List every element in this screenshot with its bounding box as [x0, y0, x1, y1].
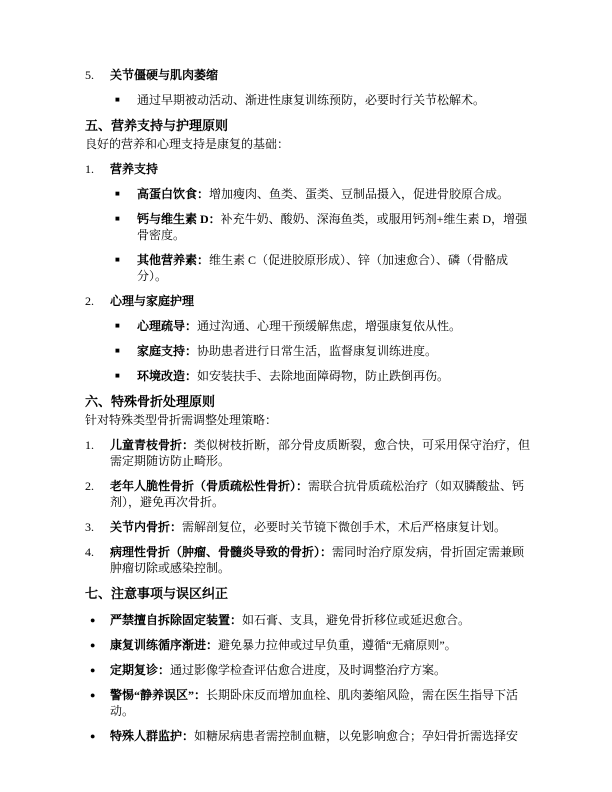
sub-item-body: 如安装扶手、去除地面障碍物，防止跌倒再伤。 — [197, 369, 450, 383]
list-item — [85, 728, 532, 744]
list-item-body: 需联合抗骨质疏松治疗（如双膦酸盐、钙剂），避免再次骨折。 — [110, 479, 525, 509]
section-heading: 六、特殊骨折处理原则 — [85, 394, 216, 409]
list-item-body: 需解剖复位，必要时关节镜下微创手术，术后严格康复计划。 — [182, 520, 507, 534]
sub-item-text — [137, 252, 532, 284]
list-item-label: 特殊人群监护： — [110, 729, 195, 743]
list-item-label: 儿童青枝骨折： — [110, 438, 195, 452]
list-item-text — [110, 478, 532, 510]
square-bullet-icon: ■ — [115, 214, 120, 223]
sub-item-label: 家庭支持： — [137, 344, 198, 358]
list-item-text — [110, 662, 532, 678]
list-item — [85, 544, 532, 576]
list-item — [85, 687, 532, 719]
list-item-text — [110, 612, 532, 628]
list-item-body: 通过影像学检查评估愈合进度，及时调整治疗方案。 — [170, 663, 447, 677]
disc-bullet-icon: ● — [90, 665, 96, 675]
list-item — [85, 161, 532, 177]
list-item-body: 长期卧床反而增加血栓、肌肉萎缩风险，需在医生指导下活动。 — [110, 688, 519, 718]
square-bullet-icon: ■ — [115, 321, 120, 330]
sub-item-text — [137, 186, 532, 202]
list-item-number: 5. — [85, 68, 94, 82]
sub-item-text — [137, 343, 532, 359]
list-item — [85, 478, 532, 510]
list-item-title: 关节僵硬与肌肉萎缩 — [110, 68, 219, 82]
list-item-text — [110, 519, 532, 535]
list-item-number: 4. — [85, 545, 94, 559]
list-item-body: 类似树枝折断，部分骨皮质断裂，愈合快，可采用保守治疗，但需定期随访防止畸形。 — [110, 438, 531, 468]
sub-item-text — [137, 368, 532, 384]
list-sub-item — [85, 343, 532, 359]
list-item-body: 如糖尿病患者需控制血糖，以免影响愈合；孕妇骨折需选择安 — [194, 729, 519, 743]
list-item-label: 康复训练循序渐进： — [110, 638, 219, 652]
list-item-label: 病理性骨折（肿瘤、骨髓炎导致的骨折）： — [110, 545, 333, 559]
list-sub-item — [85, 92, 532, 108]
list-item-body: 避免暴力拉伸或过早负重，遵循“无痛原则”。 — [218, 638, 457, 652]
sub-item-body: 维生素 C（促进胶原形成）、锌（加速愈合）、磷（骨骼成分）。 — [137, 253, 509, 283]
list-item — [85, 662, 532, 678]
sub-item-label: 其他营养素： — [137, 253, 210, 267]
sub-item-text — [137, 211, 532, 243]
list-item-label: 关节内骨折： — [110, 520, 183, 534]
list-item-text — [110, 437, 532, 469]
list-sub-item — [85, 252, 532, 284]
list-item-label: 警惕“静养误区”： — [110, 688, 207, 702]
list-item-title: 营养支持 — [110, 162, 159, 176]
sub-item-body: 协助患者进行日常生活，监督康复训练进度。 — [197, 344, 438, 358]
square-bullet-icon: ■ — [115, 255, 120, 264]
sub-item-label: 环境改造： — [137, 369, 198, 383]
list-item-number: 2. — [85, 479, 94, 493]
list-item-label: 老年人脆性骨折（骨质疏松性骨折）： — [110, 479, 309, 493]
sub-item-label: 心理疏导： — [137, 319, 198, 333]
list-sub-item — [85, 368, 532, 384]
list-item-text — [110, 544, 532, 576]
list-sub-item — [85, 211, 532, 243]
list-item-number: 3. — [85, 520, 94, 534]
disc-bullet-icon: ● — [90, 690, 96, 700]
list-item — [85, 293, 532, 309]
square-bullet-icon: ■ — [115, 95, 120, 104]
list-item-label: 定期复诊： — [110, 663, 171, 677]
list-item — [85, 67, 532, 83]
list-item-label: 严禁擅自拆除固定装置： — [110, 613, 243, 627]
list-sub-item — [85, 186, 532, 202]
sub-item-text: 通过早期被动活动、渐进性康复训练预防，必要时行关节松解术。 — [137, 93, 486, 107]
disc-bullet-icon: ● — [90, 615, 96, 625]
list-item — [85, 637, 532, 653]
list-item-number: 1. — [85, 438, 94, 452]
sub-item-label: 高蛋白饮食： — [137, 187, 210, 201]
list-item-text — [110, 687, 532, 719]
list-sub-item — [85, 318, 532, 334]
sub-item-body: 增加瘦肉、鱼类、蛋类、豆制品摄入，促进骨胶原合成。 — [209, 187, 510, 201]
list-item-text — [110, 637, 532, 653]
section-heading: 五、营养支持与护理原则 — [85, 118, 229, 133]
list-item-number: 1. — [85, 162, 94, 176]
section-intro: 针对特殊类型骨折需调整处理策略： — [85, 413, 278, 427]
list-item-text — [110, 728, 532, 744]
list-item-number: 2. — [85, 294, 94, 308]
list-item-title: 心理与家庭护理 — [110, 294, 195, 308]
sub-item-body: 补充牛奶、酸奶、深海鱼类，或服用钙剂+维生素 D，增强骨密度。 — [137, 212, 528, 242]
section-intro: 良好的营养和心理支持是康复的基础： — [85, 137, 290, 151]
list-item-body: 需同时治疗原发病，骨折固定需兼顾肿瘤切除或感染控制。 — [110, 545, 525, 575]
section-heading: 七、注意事项与误区纠正 — [85, 586, 229, 601]
square-bullet-icon: ■ — [115, 346, 120, 355]
sub-item-body: 通过沟通、心理干预缓解焦虑，增强康复依从性。 — [197, 319, 462, 333]
list-item — [85, 519, 532, 535]
disc-bullet-icon: ● — [90, 640, 96, 650]
list-item — [85, 437, 532, 469]
disc-bullet-icon: ● — [90, 731, 96, 741]
sub-item-label: 钙与维生素 D： — [137, 212, 221, 226]
square-bullet-icon: ■ — [115, 189, 120, 198]
list-item — [85, 612, 532, 628]
list-item-body: 如石膏、支具，避免骨折移位或延迟愈合。 — [242, 613, 471, 627]
square-bullet-icon: ■ — [115, 371, 120, 380]
sub-item-text — [137, 318, 532, 334]
